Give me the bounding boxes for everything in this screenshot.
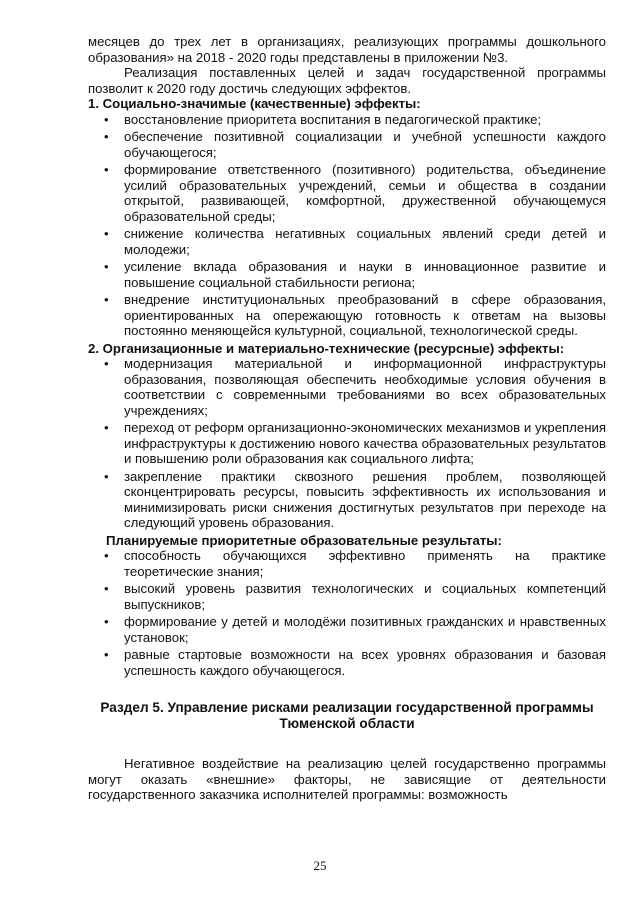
list-item: • переход от реформ организационно-экономических механизмов и укрепления инфраструктуры к достижению нового качества образовательных результатов и повышению роли образования как социального лифта; — [104, 420, 606, 466]
list-item: • способность обучающихся эффективно применять на практике теоретические знания; — [104, 548, 606, 579]
section-1-list — [88, 112, 606, 339]
list-item: • усиление вклада образования и науки в инновационное развитие и повышение социальной стабильности региона; — [104, 259, 606, 290]
list-item: • обеспечение позитивной социализации и учебной успешности каждого обучающегося; — [104, 129, 606, 160]
section-1-heading: 1. Социально-значимые (качественные) эффекты: — [88, 96, 421, 111]
bullet-icon: • — [104, 111, 109, 127]
bullet-icon: • — [104, 259, 109, 274]
list-item: • закрепление практики сквозного решения проблем, позволяющей сконцентрировать ресурсы, повысить эффективность их использования и минимизировать риски снижения достигнутых результатов при переходе на следующий уровень образования. — [104, 468, 606, 530]
section-5-title: Раздел 5. Управление рисками реализации государственной программы Тюменской области — [100, 700, 594, 731]
intro-paragraph-2: Реализация поставленных целей и задач государственной программы позволит к 2020 году достичь следующих эффектов. — [88, 65, 606, 96]
list-item: • восстановление приоритета воспитания в педагогической практике; — [104, 111, 542, 127]
list-item: • формирование ответственного (позитивного) родительства, объединение усилий образовательных учреждений, семьи и общества в создании открытой, развивающей, комфортной, дружественной обучающемуся образовательной среды; — [104, 162, 606, 224]
results-heading: Планируемые приоритетные образовательные результаты: — [106, 532, 502, 548]
bullet-icon: • — [104, 292, 109, 307]
document-page — [88, 34, 606, 803]
list-item: • модернизация материальной и информационной инфраструктуры образования, позволяющая обеспечить необходимые условия обучения в соответствии с современными требованиями во всех образовательных учреждениях; — [104, 356, 606, 418]
bullet-icon: • — [104, 548, 109, 563]
bullet-icon: • — [104, 581, 109, 596]
bullet-icon: • — [104, 468, 109, 484]
list-item: • снижение количества негативных социальных явлений среди детей и молодежи; — [104, 226, 606, 257]
bullet-icon: • — [104, 356, 109, 371]
bullet-icon: • — [104, 420, 109, 435]
intro-paragraph-1: месяцев до трех лет в организациях, реализующих программы дошкольного образования» на 2018 - 2020 годы представлены в приложении №3. — [88, 34, 606, 65]
section-5-paragraph: Негативное воздействие на реализацию целей государственно программы могут оказать «внешние» факторы, не зависящие от деятельности государственного заказчика исполнителей программы: возможность — [88, 756, 606, 802]
bullet-icon: • — [104, 226, 109, 241]
bullet-icon: • — [104, 614, 109, 629]
bullet-icon: • — [104, 129, 109, 144]
results-list — [88, 548, 606, 678]
list-item: • равные стартовые возможности на всех уровнях образования и базовая успешность каждого обучающегося. — [104, 647, 606, 678]
page-number: 25 — [313, 858, 327, 873]
list-item: • формирование у детей и молодёжи позитивных гражданских и нравственных установок; — [104, 614, 606, 645]
bullet-icon: • — [104, 162, 109, 177]
bullet-icon: • — [104, 647, 109, 662]
section-2-list — [88, 356, 606, 531]
list-item: • высокий уровень развития технологических и социальных компетенций выпускников; — [104, 581, 606, 612]
section-2-heading: 2. Организационные и материально-технические (ресурсные) эффекты: — [88, 340, 565, 356]
list-item: • внедрение институциональных преобразований в сфере образования, ориентированных на опережающую готовность к ответам на вызовы постоянно меняющейся культурной, социальной, технологической среды. — [104, 292, 606, 338]
